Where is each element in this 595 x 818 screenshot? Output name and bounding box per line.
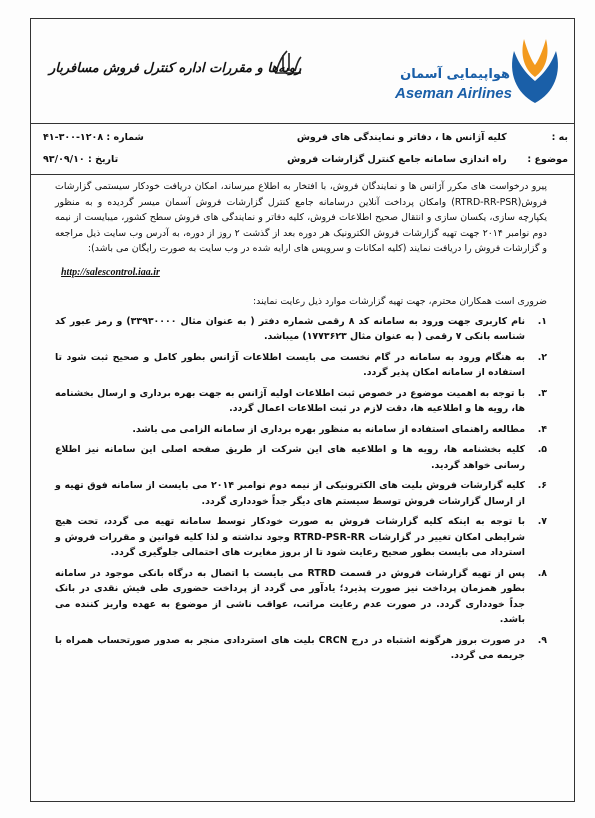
item-text: کلیه گزارشات فروش بلیت های الکترونیکی از نیمه دوم نوامبر ۲۰۱۴ می بایست از سامانه فوق تهیه و از ارسال گزارشات فروش توسط سیستم های دیگر جداً خودداری گردد. <box>55 480 525 507</box>
item-number: ۷. <box>537 516 547 527</box>
item-number: ۱. <box>537 315 547 327</box>
item-number: ۴. <box>537 423 547 435</box>
item-text: در صورت بروز هرگونه اشتباه در درج CRCN بلیت های استردادی منجر به صدور صورتحساب همراه با جریمه می گردد. <box>55 634 525 661</box>
item-text: پس از تهیه گزارشات فروش در قسمت RTRD می بایست با اتصال به درگاه بانکی موجود در سامانه بطور همزمان پرداخت نیز صورت پذیرد؛ یادآور می گردد از پرداخت حضوری طی فیش نقدی در بانک جداً خودداری گردد. در صورت عدم رعایت مراتب، عواقب ناشی از موضوع به عهده واریز کننده می باشد. <box>55 567 525 625</box>
wings-logo-icon <box>506 33 564 105</box>
item-text: مطالعه راهنمای استفاده از سامانه به منظور بهره برداری از سامانه الزامی می باشد. <box>132 423 525 435</box>
list-item <box>55 350 547 381</box>
department-title: روبه‌ها و مقررات اداره کنترل فروش مسافربار <box>49 61 302 76</box>
memo-info-block <box>31 123 574 175</box>
logo-english-name: Aseman Airlines <box>395 85 512 102</box>
list-item <box>55 514 547 561</box>
item-number: ۸. <box>537 567 547 579</box>
letter-date: تاریخ : ۹۳/۰۹/۱۰ <box>43 154 119 165</box>
logo-persian-name: هواپیمایی آسمان <box>400 67 510 82</box>
list-item <box>55 386 547 417</box>
list-item <box>55 566 547 628</box>
list-item <box>55 314 547 345</box>
item-number: ۲. <box>537 351 547 363</box>
list-item <box>55 478 547 509</box>
item-text: به هنگام ورود به سامانه در گام نخست می بایست اطلاعات آژانس بطور کامل و صحیح ثبت شود تا استفاده از سامانه امکان پذیر گردد. <box>55 351 525 378</box>
website-link[interactable]: http://salescontrol.iaa.ir <box>61 266 160 278</box>
list-item <box>55 442 547 473</box>
item-number: ۹. <box>537 634 547 646</box>
instructions-lead: ضروری است همکاران محترم، جهت تهیه گزارشات موارد ذیل رعایت نمایند: <box>253 296 547 307</box>
to-label: به : <box>551 132 568 143</box>
to-row <box>297 132 568 143</box>
list-item <box>55 633 547 664</box>
letterhead <box>31 19 574 119</box>
item-number: ۳. <box>537 387 547 399</box>
item-number: ۶. <box>537 480 547 491</box>
to-value: کلیه آژانس ها ، دفاتر و نمایندگی های فروش <box>296 132 507 143</box>
subject-label: موضوع : <box>527 154 568 165</box>
item-text: کلیه بخشنامه ها، رویه ها و اطلاعیه های این شرکت از طریق صفحه اصلی این سامانه نیز اطلاع رسانی خواهد گردید. <box>55 444 525 471</box>
subject-value: راه اندازی سامانه جامع کنترل گزارشات فروش <box>287 154 507 165</box>
airline-logo <box>395 29 566 111</box>
item-text: با توجه به اینکه کلیه گزارشات فروش به صورت خودکار توسط سامانه تهیه می گردد، تحت هیچ شرایطی امکان تغییر در گزارشات RTRD-PSR-RR وجود نداشته و لذا کلیه قوانین و مقررات فروش و استرداد می بایست بطور صحیح رعایت شود تا از بروز مغایرت های احتمالی جلوگیری گردد. <box>55 516 525 558</box>
intro-paragraph: پیرو درخواست های مکرر آژانس ها و نمایندگان فروش، با افتخار به اطلاع میرساند، امکان دریافت خودکار سیستمی گزارشات فروش(RTRD-RR-PSR) وامکان پرداخت آنلاین درسامانه جامع کنترل گزارشات فروش آسمان میسر گردیده و به منظور یکپارچه سازی، یکسان سازی و انتقال صحیح اطلاعات فروش، کلیه دفاتر و نمایندگی های فروش سطح کشور، میبایست از نیمه دوم نوامبر ۲۰۱۴ جهت تهیه گزارشات فروش الکترونیک هر دوره بعد از گذشت ۲ روز از دوره، به آدرس وب سایت ذیل مراجعه و گزارشات فروش را دریافت نمایند (کلیه امکانات و سرویس های ارایه شده در وب سایت به صورت رایگان می باشد): <box>55 181 547 254</box>
item-text: با توجه به اهمیت موضوع در خصوص ثبت اطلاعات اولیه آژانس به جهت بهره برداری و ارسال بخشنامه ها، رویه ها و اطلاعیه ها، دقت لازم در ثبت اطلاعات اعمال گردد. <box>55 387 525 414</box>
letter-number: شماره : ۱۲۰۸-۳۰۰-۴۱ <box>43 132 144 143</box>
instructions-list <box>55 314 547 664</box>
document-frame <box>30 18 575 802</box>
letter-body <box>55 179 547 669</box>
item-number: ۵. <box>537 444 547 455</box>
subject-row <box>287 154 568 165</box>
item-text: نام کاربری جهت ورود به سامانه کد ۸ رقمی شماره دفتر ( به عنوان مثال ۳۳۹۳۰۰۰۰) و رمز عبور کد شناسه بانکی ۷ رقمی ( به عنوان مثال ۱۷۷۳۶۲۳) میباشد. <box>55 315 526 342</box>
list-item <box>55 422 547 438</box>
